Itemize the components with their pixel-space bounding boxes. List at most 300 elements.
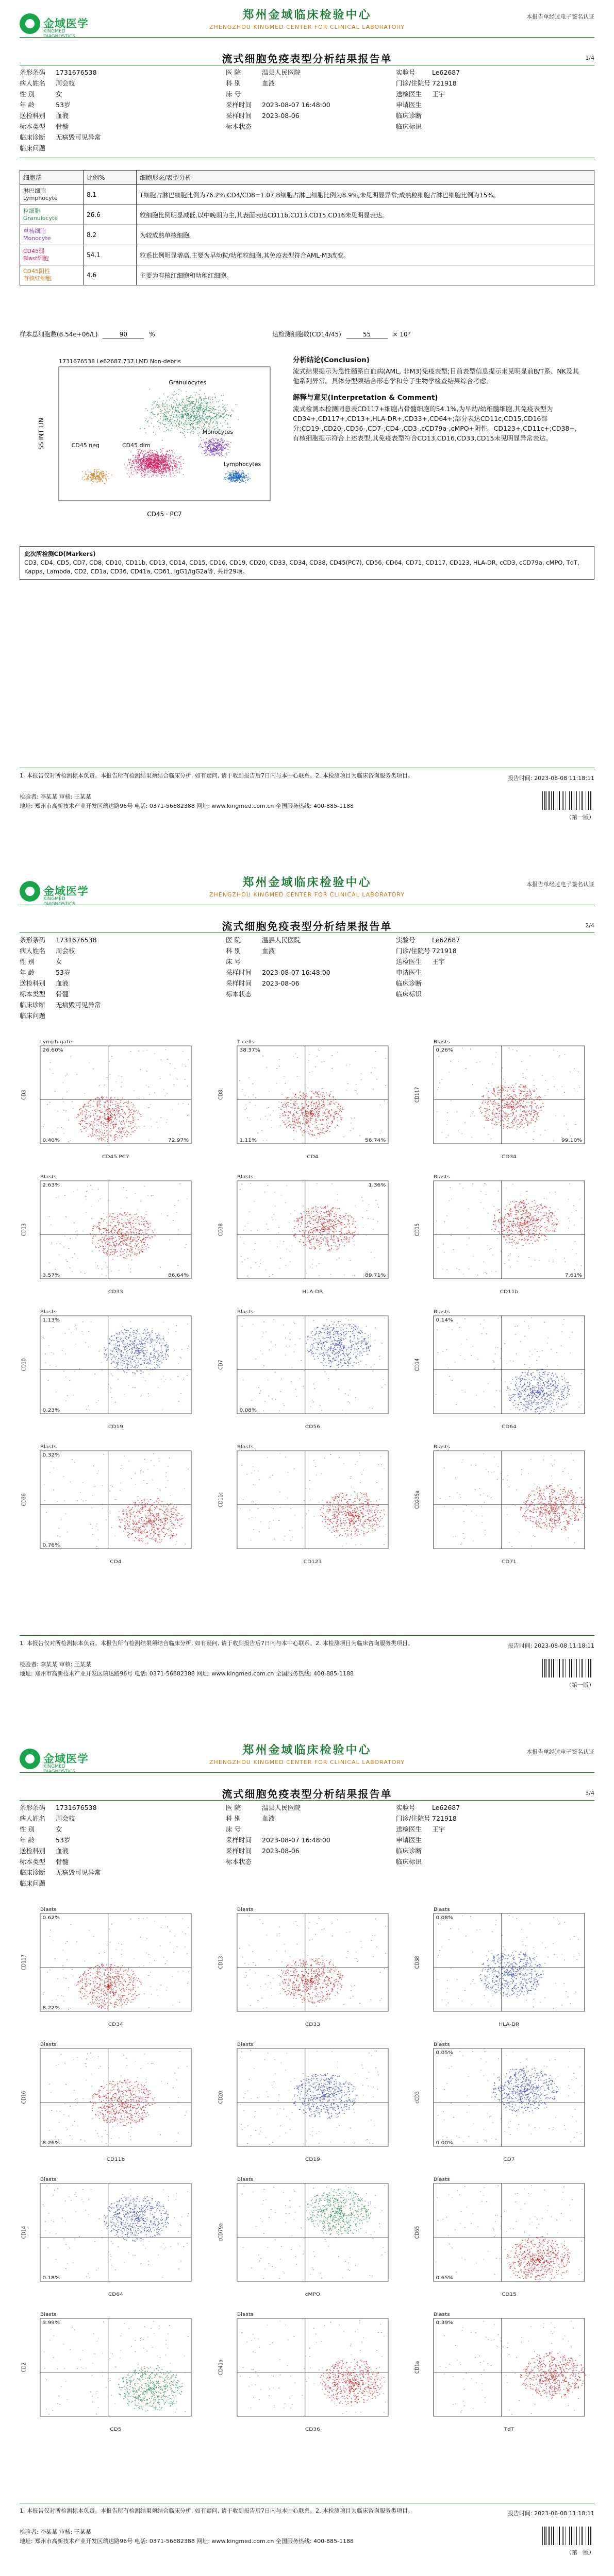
summary-section (20, 355, 594, 526)
plot-y-label: CD8 (218, 1090, 224, 1100)
report-page (20, 0, 594, 868)
patient-info-label: 标本状态 (226, 1856, 262, 1867)
patient-info-row (20, 67, 594, 78)
patient-info-cell (226, 1845, 396, 1856)
patient-info-value: 血液 (56, 1845, 69, 1856)
patient-info-label (396, 1010, 432, 1021)
patient-info-value: 721918 (432, 945, 457, 956)
signer-line: 检验者: 李某某 审核: 王某某 (20, 2528, 442, 2537)
patient-info-cell (20, 132, 226, 143)
patient-info-row (20, 89, 594, 99)
patient-info-value: 2023-08-07 16:48:00 (262, 967, 330, 978)
barcode-icon (538, 2526, 594, 2546)
patient-info-cell (20, 967, 226, 978)
plot-title: Blasts (40, 1445, 57, 1450)
plot-cell (217, 1173, 398, 1296)
patient-info-cell (396, 967, 594, 978)
patient-info-cell (20, 67, 226, 78)
patient-info-cell (20, 1856, 226, 1867)
patient-info-value: 骨髓 (56, 121, 69, 132)
patient-info-value: 无病毁可见异常 (56, 132, 101, 143)
table-row (20, 185, 594, 205)
patient-info-cell (20, 945, 226, 956)
patient-info-cell (20, 1802, 226, 1813)
signer-line: 检验者: 李某某 审核: 王某某 (20, 1660, 442, 1669)
patient-info-row (20, 110, 594, 121)
flow-dot-plot (217, 1173, 398, 1296)
patient-info-value: 2023-08-06 (262, 1845, 300, 1856)
quadrant-percent: 0.39% (436, 2320, 453, 2326)
plot-x-label: CD11b (500, 1290, 519, 1295)
patient-info-label: 采样时间 (226, 1835, 262, 1845)
population-label: Granulocytes (169, 379, 206, 386)
population-description: 粒系比例明显增高,主要为早幼粒/幼稚粒细胞,其免疫表型符合AML-M3改变。 (137, 245, 594, 265)
patient-info-label: 床 号 (226, 89, 262, 99)
title-divider (20, 1800, 594, 1801)
population-description: 粒细胞比例明显减低,以中晚期为主,其表面表达CD11b,CD13,CD15,CD16未见明显表达。 (137, 205, 594, 225)
population-label: Lymphocytes (224, 461, 261, 467)
patient-info-cell (396, 989, 594, 999)
markers-heading: 此次所检测CD(Markers) (24, 550, 590, 558)
quadrant-percent: 3.99% (43, 2320, 60, 2326)
patient-info-label: 门诊/住院号 (396, 945, 432, 956)
patient-info-value: 血液 (262, 78, 275, 89)
patient-info-cell (20, 989, 226, 999)
patient-info-label (396, 999, 432, 1010)
patient-info-value: 温县人民医院 (262, 67, 301, 78)
quadrant-percent: 89.71% (365, 1273, 386, 1278)
patient-info-row (20, 1856, 594, 1867)
patient-info-cell (226, 945, 396, 956)
report-time: 报告时间: 2023-08-08 11:18:11 (450, 1641, 594, 1650)
plot-y-label: CD7 (218, 1360, 224, 1370)
patient-info-cell (396, 956, 594, 967)
patient-info-cell (396, 110, 594, 121)
population-name: 淋巴细胞 Lymphocyte (20, 185, 84, 205)
header-divider (20, 37, 594, 38)
patient-info-cell (226, 999, 396, 1010)
flow-dot-plot (217, 1038, 398, 1161)
abnormal-label: 达检测细胞数(CD14/45) (272, 331, 341, 338)
quadrant-percent: 86.64% (168, 1273, 189, 1278)
report-title: 流式细胞免疫表型分析结果报告单 (20, 918, 594, 933)
patient-info-label (226, 1878, 262, 1889)
quadrant-percent: 1.36% (368, 1183, 385, 1188)
plot-x-label: CD4 (110, 1560, 121, 1565)
population-percent: 54.1 (84, 245, 137, 265)
plot-cell (217, 1905, 398, 2029)
totals-line (20, 330, 594, 338)
plot-x-label: CD36 (305, 2427, 320, 2432)
patient-info-label: 临床诊断 (396, 110, 432, 121)
plot-cell (413, 2310, 594, 2434)
patient-info-cell (396, 1824, 594, 1835)
plot-x-label: CD4 (307, 1155, 318, 1160)
footer-sign (20, 1660, 442, 1679)
patient-info-cell (396, 99, 594, 110)
patient-info-value: 1731676538 (56, 67, 97, 78)
plot-cell (217, 2040, 398, 2164)
plot-grid (20, 1038, 594, 1566)
table-header: 细胞群 (20, 171, 84, 185)
flow-dot-plot (20, 1905, 201, 2029)
plot-cell (20, 2175, 201, 2299)
plot-title: Blasts (237, 2042, 254, 2047)
plot-title: Blasts (40, 1175, 57, 1180)
plot-x-label: TdT (504, 2427, 515, 2432)
patient-info-label: 医 院 (226, 935, 262, 945)
patient-info-cell (396, 78, 594, 89)
plot-x-label: CD64 (108, 2292, 123, 2297)
flow-dot-plot (217, 2175, 398, 2299)
flow-dot-plot (217, 1905, 398, 2029)
population-percent: 26.6 (84, 205, 137, 225)
flow-dot-plot (217, 1443, 398, 1566)
table-header: 比例% (84, 171, 137, 185)
patient-info-label: 临床诊断 (20, 132, 56, 143)
population-percent: 4.6 (84, 265, 137, 285)
patient-info-cell (20, 935, 226, 945)
footer-notes: 1. 本报告仅对所检测标本负责。本报告所有检测结果须结合临床分析, 如有疑问, 请于收到报告后7日内与本中心联系。2. 本检测项目为临床咨询服务类项目。 (20, 2507, 594, 2515)
report-time: 报告时间: 2023-08-08 11:18:11 (450, 774, 594, 782)
patient-info-cell (20, 1835, 226, 1845)
patient-info-row (20, 945, 594, 956)
patient-info-cell (396, 121, 594, 132)
patient-info-cell (20, 78, 226, 89)
patient-info-label: 性 别 (20, 89, 56, 99)
patient-info-cell (226, 132, 396, 143)
summary-x-label: CD45 · PC7 (147, 511, 182, 518)
flow-dot-plot (413, 1905, 594, 2029)
patient-info-row (20, 999, 594, 1010)
patient-info-cell (396, 89, 594, 99)
patient-info-value: 王宇 (432, 1824, 445, 1835)
header-divider (20, 1772, 594, 1773)
footer-notes: 1. 本报告仅对所检测标本负责。本报告所有检测结果须结合临床分析, 如有疑问, 请于收到报告后7日内与本中心联系。2. 本检测项目为临床咨询服务类项目。 (20, 1639, 594, 1648)
patient-info-cell (226, 1010, 396, 1021)
patient-info-row (20, 989, 594, 999)
patient-info-cell (226, 1802, 396, 1813)
plot-cell (217, 2310, 398, 2434)
plot-x-label: CD64 (502, 1425, 517, 1430)
patient-info-label: 临床诊断 (20, 1867, 56, 1878)
quadrant-percent: 0.08% (436, 1916, 453, 1921)
patient-info-label: 年 龄 (20, 1835, 56, 1845)
patient-info-label: 临床问题 (20, 143, 56, 154)
patient-info-cell (226, 110, 396, 121)
patient-info-label: 门诊/住院号 (396, 1813, 432, 1824)
quadrant-percent: 99.10% (561, 1138, 582, 1143)
plot-title: Blasts (237, 2177, 254, 2182)
patient-info-label (396, 1867, 432, 1878)
plot-title: Blasts (434, 1310, 450, 1315)
plot-y-label: CD1a (414, 2361, 421, 2374)
plot-cell (20, 1905, 201, 2029)
quadrant-percent: 0.65% (436, 2276, 453, 2281)
conclusion-block (293, 355, 582, 443)
kingmed-logo: 金域医学 KINGMED DIAGNOSTICS (20, 11, 97, 38)
quadrant-percent: 38.37% (239, 1048, 260, 1053)
patient-info-label: 标本状态 (226, 121, 262, 132)
total-value: 90 (103, 331, 144, 338)
patient-info-cell (396, 1835, 594, 1845)
patient-info-cell (226, 1856, 396, 1867)
plot-x-label: CD45 PC7 (102, 1155, 129, 1160)
plot-x-label: CD56 (305, 1425, 320, 1430)
plot-cell (413, 2175, 594, 2299)
patient-info-label: 临床诊断 (396, 1845, 432, 1856)
patient-info-label: 实验号 (396, 1802, 432, 1813)
center-name-en: ZHENGZHOU KINGMED CENTER FOR CLINICAL LABORATORY (20, 891, 594, 898)
patient-info-label: 科 别 (226, 1813, 262, 1824)
page-number: 1/4 (585, 55, 594, 61)
flow-dot-plot (413, 1173, 594, 1296)
summary-plot (35, 355, 277, 520)
plot-y-label: CD38 (218, 1224, 224, 1236)
patient-info-cell (226, 1835, 396, 1845)
patient-info-value: 血液 (56, 110, 69, 121)
patient-info-row (20, 78, 594, 89)
patient-info-value: 周会枝 (56, 945, 75, 956)
patient-info-cell (396, 1878, 594, 1889)
patient-info-row (20, 967, 594, 978)
patient-info-value: 周会枝 (56, 1813, 75, 1824)
patient-info-value: 1731676538 (56, 935, 97, 945)
patient-info-row (20, 121, 594, 132)
plot-title: Blasts (40, 2312, 57, 2317)
abnormal-unit: × 10³ (392, 331, 410, 338)
table-row (20, 225, 594, 245)
center-name: 郑州金域临床检验中心 (20, 1741, 594, 1757)
plot-cell (20, 2310, 201, 2434)
plot-y-label: CD13 (21, 1224, 27, 1236)
patient-info-cell (226, 1813, 396, 1824)
report-page (20, 1735, 594, 2576)
quadrant-percent: 0.18% (43, 2276, 60, 2281)
patient-info-value: 血液 (262, 945, 275, 956)
patient-info-value: 2023-08-07 16:48:00 (262, 1835, 330, 1845)
flow-dot-plot (20, 1443, 201, 1566)
patient-info-row (20, 956, 594, 967)
plot-y-label: CD13 (218, 1956, 224, 1969)
population-description: T细胞占淋巴细胞比例为76.2%,CD4/CD8=1.07,B细胞占淋巴细胞比例为8.9%,未见明显异常;成熟粒细胞占淋巴细胞比例为15%。 (137, 185, 594, 205)
patient-info-cell (396, 132, 594, 143)
interpretation-heading: 解释与意见(Interpretation & Comment) (293, 393, 582, 403)
patient-info-cell (396, 1813, 594, 1824)
quadrant-percent: 3.57% (43, 1273, 60, 1278)
patient-info-label: 临床标识 (396, 989, 432, 999)
patient-info-row (20, 1845, 594, 1856)
plot-title: Blasts (434, 2177, 450, 2182)
patient-info-value: 2023-08-06 (262, 110, 300, 121)
plot-cell (413, 1308, 594, 1431)
patient-info-label: 申请医生 (396, 1835, 432, 1845)
patient-info-label: 送检医生 (396, 956, 432, 967)
patient-info-label: 性 别 (20, 1824, 56, 1835)
page-number: 2/4 (585, 922, 594, 929)
patient-info-cell (226, 956, 396, 967)
patient-info-label (226, 1010, 262, 1021)
flow-dot-plot (217, 2310, 398, 2434)
plot-title: Blasts (434, 2312, 450, 2317)
flow-dot-plot (217, 1308, 398, 1431)
patient-info-label: 性 别 (20, 956, 56, 967)
patient-info-value: 1731676538 (56, 1802, 97, 1813)
plot-y-label: cCD3 (414, 2091, 421, 2104)
plot-title: Blasts (434, 1907, 450, 1912)
plot-title: Lymph gate (40, 1040, 72, 1045)
patient-info-label: 申请医生 (396, 99, 432, 110)
barcode-icon (538, 1658, 594, 1679)
page-footer (20, 772, 594, 849)
plot-y-label: CD41a (218, 2360, 224, 2375)
plot-x-label: CD34 (502, 1155, 517, 1160)
report-title: 流式细胞免疫表型分析结果报告单 (20, 50, 594, 65)
signature-note: 本报告单经过电子签名认证 (526, 880, 594, 888)
page-header (20, 1735, 594, 1812)
patient-info-cell (20, 956, 226, 967)
plot-x-label: CD5 (110, 2427, 121, 2432)
patient-info-label: 申请医生 (396, 967, 432, 978)
patient-info-cell (226, 935, 396, 945)
patient-info-label: 实验号 (396, 935, 432, 945)
patient-info-label: 实验号 (396, 67, 432, 78)
plot-title: Blasts (40, 2177, 57, 2182)
patient-info-value: 骨髓 (56, 1856, 69, 1867)
population-name: CD45阴性 有核红细胞 (20, 265, 84, 285)
patient-info-label: 送检科别 (20, 110, 56, 121)
table-row (20, 205, 594, 225)
patient-info-cell (396, 143, 594, 154)
plot-x-label: HLA-DR (499, 2022, 520, 2027)
quadrant-percent: 1.13% (43, 1318, 60, 1323)
population-percent: 8.2 (84, 225, 137, 245)
summary-plot-title: 1731676538 Le62687.737.LMD Non-debris (59, 358, 181, 365)
flow-dot-plot (413, 1308, 594, 1431)
plot-y-label: CD36 (21, 1494, 27, 1506)
plot-cell (20, 1173, 201, 1296)
plot-y-label: CD65 (414, 2226, 421, 2239)
patient-info-cell (226, 89, 396, 99)
center-name: 郑州金域临床检验中心 (20, 874, 594, 890)
plot-x-label: CD19 (108, 1425, 123, 1430)
plot-y-label: CD2 (21, 2363, 27, 2372)
patient-info-value: 无病毁可见异常 (56, 999, 101, 1010)
plot-title: Blasts (237, 1907, 254, 1912)
patient-info-value: 血液 (262, 1813, 275, 1824)
conclusion-heading: 分析结论(Conclusion) (293, 355, 582, 365)
quadrant-percent: 7.61% (565, 1273, 582, 1278)
patient-info-label: 医 院 (226, 1802, 262, 1813)
quadrant-percent: 0.62% (43, 1916, 60, 1921)
markers-body: CD3, CD4, CD5, CD7, CD8, CD10, CD11b, CD13, CD14, CD15, CD16, CD19, CD20, CD33, CD34, CD38, CD45(PC7), CD56, CD64, CD71, CD117, CD123, HLA-DR, cCD3, cCD79a, cMPO, TdT, Kappa, Lambda, CD2, CD1a, CD36, CD41a, CD61, IgG1/IgG2a等, 共计29项。 (24, 558, 590, 576)
patient-info-cell (396, 1867, 594, 1878)
quadrant-percent: 0.05% (436, 2050, 453, 2056)
patient-info-label (396, 143, 432, 154)
patient-info-cell (20, 1010, 226, 1021)
population-label: CD45 dim (122, 442, 150, 449)
patient-info-value: 2023-08-07 16:48:00 (262, 99, 330, 110)
address-line: 地址: 郑州市高新技术产业开发区瑞达路96号 电话: 0371-56682388 网址: www.kingmed.com.cn 全国服务热线: 400-885-1188 (20, 1669, 442, 1679)
flow-dot-plot (20, 2310, 201, 2434)
signature-note: 本报告单经过电子签名认证 (526, 12, 594, 21)
summary-dot-plot (35, 355, 277, 520)
patient-info-value: Le62687 (432, 1802, 460, 1813)
population-name: 粒细胞 Granulocyte (20, 205, 84, 225)
plot-y-label: CD117 (414, 1087, 421, 1103)
plot-cell (413, 1443, 594, 1566)
total-label: 样本总细胞数(8.54e+06/L) (20, 331, 98, 338)
population-name: CD45弱 Blast细胞 (20, 245, 84, 265)
patient-info-label: 科 别 (226, 945, 262, 956)
markers-box (20, 546, 594, 580)
plot-title: Blasts (40, 1310, 57, 1315)
center-name-en: ZHENGZHOU KINGMED CENTER FOR CLINICAL LABORATORY (20, 1759, 594, 1766)
patient-info-cell (226, 78, 396, 89)
patient-info-label: 标本类型 (20, 989, 56, 999)
patient-info-label: 条形条码 (20, 935, 56, 945)
patient-info-label (226, 1867, 262, 1878)
table-row (20, 265, 594, 285)
flow-dot-plot (413, 2040, 594, 2164)
patient-info-cell (226, 989, 396, 999)
patient-info-cell (226, 1878, 396, 1889)
patient-info-label (396, 1878, 432, 1889)
footer-divider (20, 1635, 594, 1636)
page-number: 3/4 (585, 1790, 594, 1797)
patient-info-value: 温县人民医院 (262, 935, 301, 945)
flow-dot-plot (413, 1443, 594, 1566)
plot-x-label: cMPO (305, 2292, 320, 2297)
patient-info-row (20, 143, 594, 154)
patient-info-label: 年 龄 (20, 967, 56, 978)
patient-info-row (20, 1813, 594, 1824)
report-title: 流式细胞免疫表型分析结果报告单 (20, 1786, 594, 1801)
table-header: 细胞形态/表型分析 (137, 171, 594, 185)
quadrant-percent: 0.32% (43, 1453, 60, 1458)
plot-x-label: CD33 (305, 2022, 320, 2027)
plot-x-label: CD34 (108, 2022, 123, 2027)
patient-info-label: 标本类型 (20, 1856, 56, 1867)
patient-info-value: 周会枝 (56, 78, 75, 89)
plot-cell (217, 1308, 398, 1431)
kingmed-logo: 金域医学 KINGMED DIAGNOSTICS (20, 879, 97, 906)
quadrant-percent: 0.40% (43, 1138, 60, 1143)
plot-title: Blasts (40, 1907, 57, 1912)
patient-info-cell (20, 1867, 226, 1878)
patient-info-cell (20, 999, 226, 1010)
patient-info-cell (20, 143, 226, 154)
footer-sign (20, 2528, 442, 2546)
report-time: 报告时间: 2023-08-08 11:18:11 (450, 2509, 594, 2517)
patient-info-value: Le62687 (432, 935, 460, 945)
patient-info-value: 王宇 (432, 956, 445, 967)
population-name: 单核细胞 Monocyte (20, 225, 84, 245)
patient-info-label: 床 号 (226, 956, 262, 967)
patient-info-value: 温县人民医院 (262, 1802, 301, 1813)
plot-cell (413, 1905, 594, 2029)
patient-info-value: 53岁 (56, 1835, 70, 1845)
plot-x-label: CD71 (502, 1560, 517, 1565)
patient-info-label: 病人姓名 (20, 945, 56, 956)
flow-dot-plot (413, 1038, 594, 1161)
address-line: 地址: 郑州市高新技术产业开发区瑞达路96号 电话: 0371-56682388 网址: www.kingmed.com.cn 全国服务热线: 400-885-1188 (20, 802, 442, 811)
plot-title: Blasts (434, 1040, 450, 1045)
patient-info-cell (396, 1856, 594, 1867)
patient-info-row (20, 1824, 594, 1835)
patient-info-cell (20, 1878, 226, 1889)
plot-title: Blasts (237, 1175, 254, 1180)
